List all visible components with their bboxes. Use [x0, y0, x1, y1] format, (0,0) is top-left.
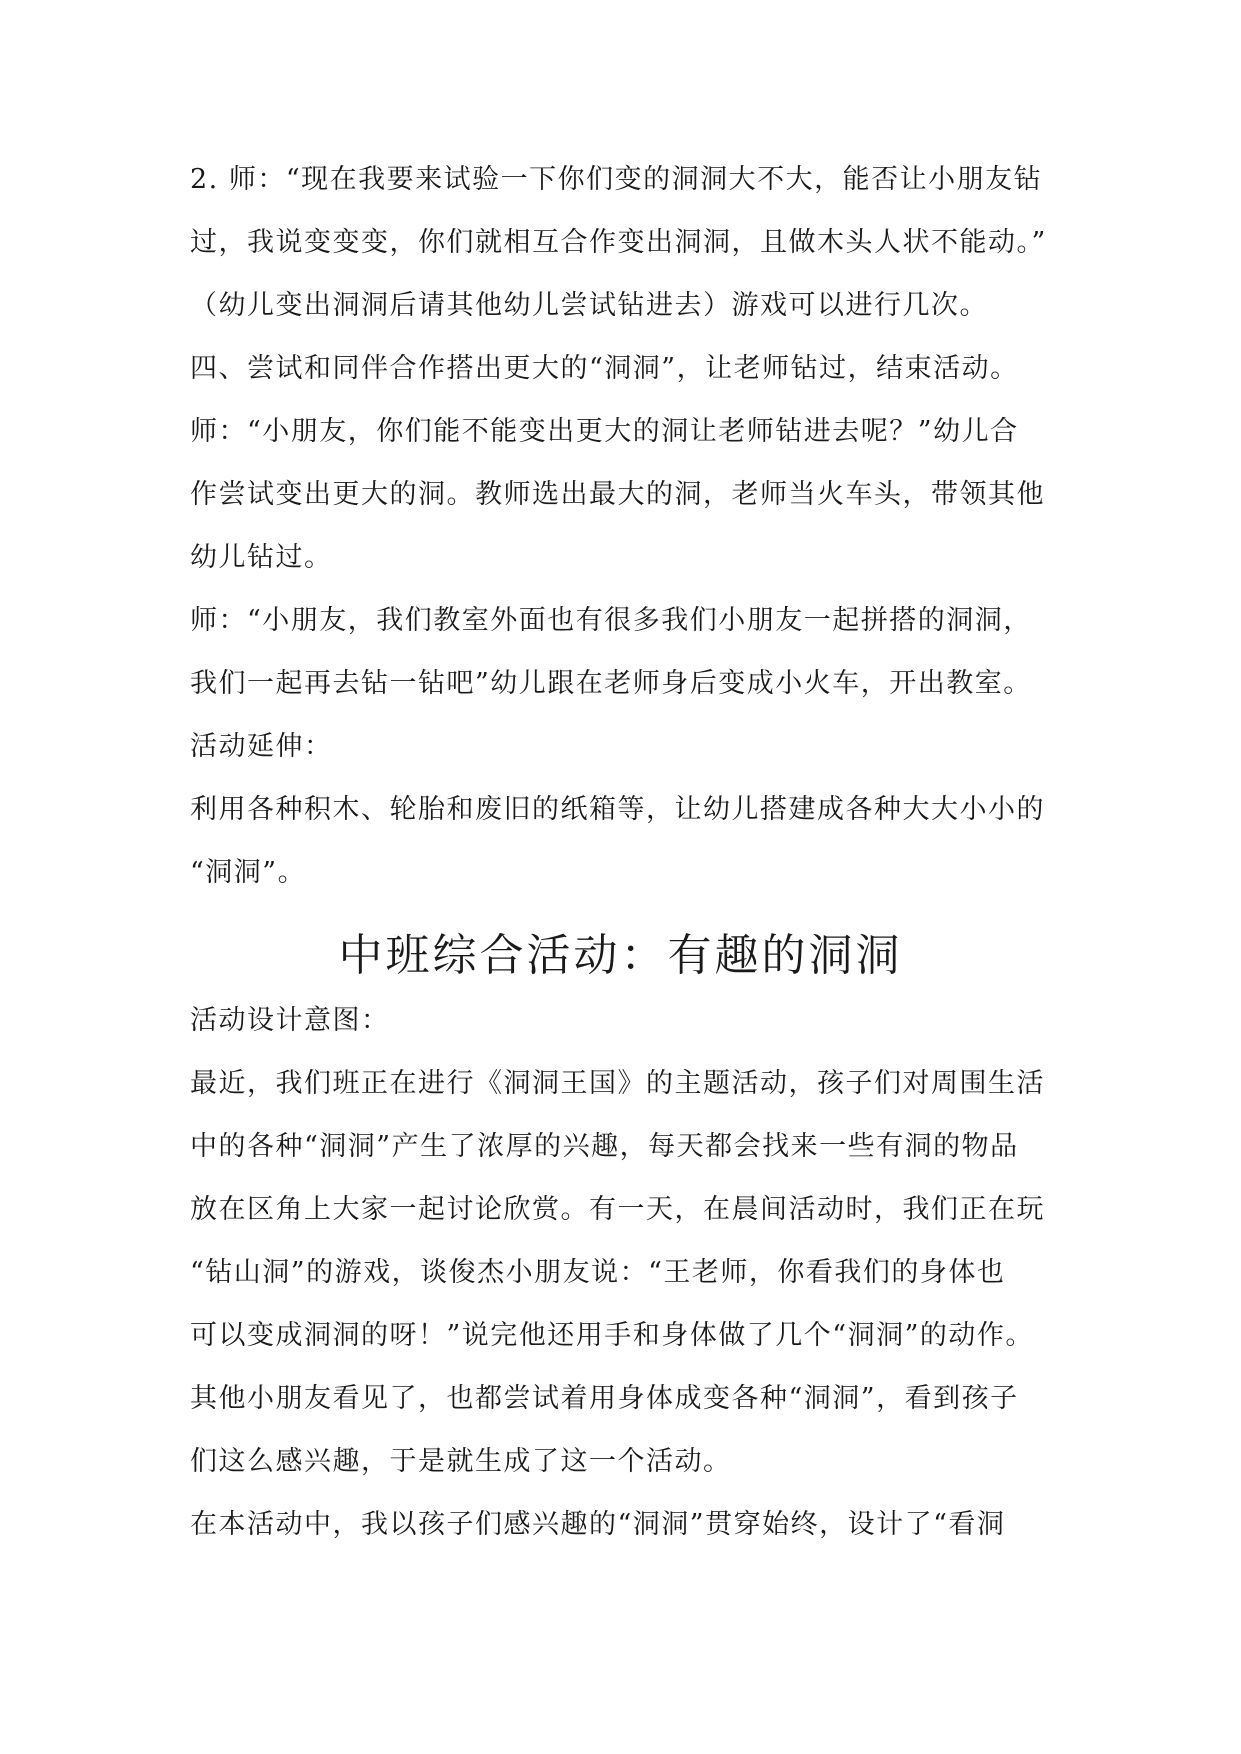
text-line: （幼儿变出洞洞后请其他幼儿尝试钻进去）游戏可以进行几次。 — [190, 290, 988, 321]
document-title: 中班综合活动：有趣的洞洞 — [338, 930, 903, 981]
text-line: 在本活动中，我以孩子们感兴趣的“洞洞”贯穿始终，设计了“看洞 — [190, 1509, 1006, 1540]
text-line: 我们一起再去钻一钻吧”幼儿跟在老师身后变成小火车，开出教室。 — [190, 668, 1032, 699]
text-line: 作尝试变出更大的洞。教师选出最大的洞，老师当火车头，带领其他 — [190, 479, 1045, 510]
text-line: 活动设计意图： — [190, 1005, 390, 1036]
text-line: 四、尝试和同伴合作搭出更大的“洞洞”，让老师钻过，结束活动。 — [190, 353, 1019, 384]
text-line: 中的各种“洞洞”产生了浓厚的兴趣，每天都会找来一些有洞的物品 — [190, 1131, 1019, 1162]
text-line: 师：“小朋友，你们能不能变出更大的洞让老师钻进去呢？”幼儿合 — [190, 416, 1019, 447]
text-line: 活动延伸： — [190, 731, 333, 762]
text-line: 幼儿钻过。 — [190, 542, 333, 573]
text-line: “钻山洞”的游戏，谈俊杰小朋友说：“王老师，你看我们的身体也 — [190, 1257, 1006, 1288]
text-line: 利用各种积木、轮胎和废旧的纸箱等，让幼儿搭建成各种大大小小的 — [190, 794, 1045, 825]
text-line: 师：“小朋友，我们教室外面也有很多我们小朋友一起拼搭的洞洞， — [190, 605, 1032, 636]
text-line: “洞洞”。 — [190, 857, 307, 888]
text-line: 过，我说变变变，你们就相互合作变出洞洞，且做木头人状不能动。” — [190, 227, 1047, 258]
text-line: 可以变成洞洞的呀！”说完他还用手和身体做了几个“洞洞”的动作。 — [190, 1320, 1034, 1351]
text-line: 放在区角上大家一起讨论欣赏。有一天，在晨间活动时，我们正在玩 — [190, 1194, 1045, 1225]
text-line: 2. 师：“现在我要来试验一下你们变的洞洞大不大，能否让小朋友钻 — [190, 164, 1043, 195]
text-line: 们这么感兴趣，于是就生成了这一个活动。 — [190, 1446, 732, 1477]
text-line: 其他小朋友看见了，也都尝试着用身体成变各种“洞洞”，看到孩子 — [190, 1383, 1019, 1414]
text-line: 最近，我们班正在进行《洞洞王国》的主题活动，孩子们对周围生活 — [190, 1068, 1045, 1099]
